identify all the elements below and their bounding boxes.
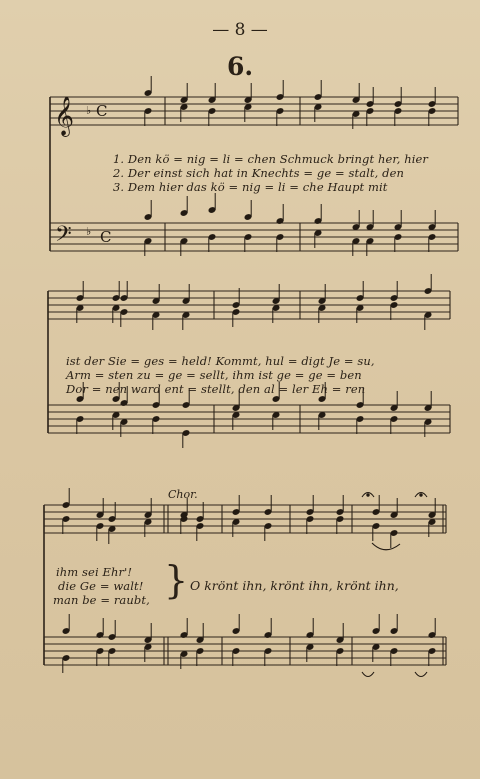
- slur: [372, 543, 400, 550]
- fermata-dot: [420, 494, 422, 496]
- clef-icon: ♭: [86, 225, 92, 238]
- lyric-line-verse3: man be = raubt,: [53, 593, 150, 607]
- lyric-line-verse1: ist der Sie = ges = held! Kommt, hul = digt Je = su,: [66, 354, 375, 368]
- chorus-label: Chor.: [168, 488, 198, 501]
- fermata-icon: [415, 672, 427, 677]
- clef-icon: 𝄞: [54, 96, 75, 136]
- lyric-line-verse2: Arm = sten zu = ge = sellt, ihm ist ge = ge = ben: [66, 368, 362, 382]
- lyric-line-verse3: Dor = nen ward ent = stellt, den al = ler Eh = ren: [66, 382, 366, 396]
- lyric-line-verse1: 1. Den kö = nig = li = chen Schmuck bringt her, hier: [113, 152, 428, 166]
- refrain-text: O krönt ihn, krönt ihn, krönt ihn,: [190, 578, 399, 593]
- page-number: — 8 —: [212, 20, 268, 40]
- clef-icon: 𝄢: [55, 222, 72, 252]
- fermata-icon: [362, 672, 374, 677]
- fermata-dot: [367, 494, 369, 496]
- lyric-line-verse1: ihm sei Ehr'!: [56, 565, 133, 579]
- clef-icon: ♭: [86, 104, 92, 117]
- lyric-line-verse2: die Ge = walt!: [58, 579, 144, 593]
- lyric-line-verse3: 3. Dem hier das kö = nig = li = che Haupt mit: [113, 180, 388, 194]
- hymn-number: 6.: [226, 52, 254, 81]
- clefs: [54, 96, 111, 252]
- verse-brace: }: [164, 558, 189, 602]
- lyric-line-verse2: 2. Der einst sich hat in Knechts = ge = stalt, den: [113, 166, 405, 180]
- clef-icon: C: [96, 102, 108, 120]
- clef-icon: C: [100, 228, 112, 246]
